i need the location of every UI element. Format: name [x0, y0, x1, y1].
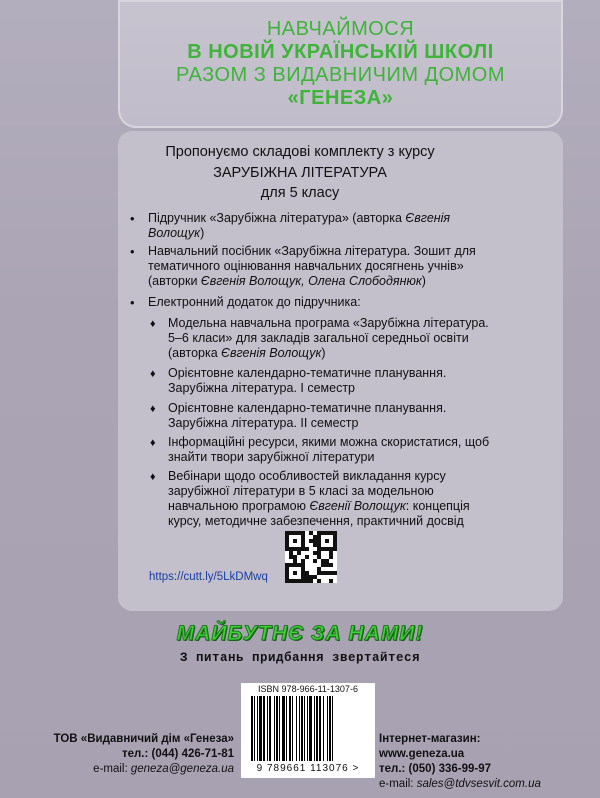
barcode-bar — [327, 696, 328, 761]
banner-line-2: В НОВІЙ УКРАЇНСЬКІЙ ШКОЛІ — [187, 41, 494, 63]
barcode-bar — [323, 696, 324, 761]
barcode-bar — [276, 696, 278, 761]
author-name: Євгенія — [405, 211, 451, 225]
barcode-bar — [304, 696, 305, 761]
bullet-icon: • — [130, 244, 135, 259]
item-text: (авторки — [148, 274, 201, 288]
barcode — [241, 683, 375, 778]
item-text: ) — [421, 274, 426, 288]
barcode-bar — [259, 696, 262, 761]
item-text: (авторка — [168, 346, 222, 360]
barcode-bar — [282, 696, 285, 761]
bullet-icon: • — [130, 211, 135, 226]
item-text: ) — [200, 226, 205, 240]
diamond-bullet-icon: ♦ — [150, 403, 156, 415]
author-names: Євгенія Волощук, Олена Слободянюк — [200, 274, 422, 288]
shop-title: Інтернет-магазин: — [379, 733, 481, 745]
intro-line-1: Пропонуємо складові комплекту з курсу — [165, 144, 435, 160]
publisher-email[interactable]: geneza@geneza.ua — [130, 763, 234, 775]
diamond-bullet-icon: ♦ — [150, 471, 156, 483]
course-title: ЗАРУБІЖНА ЛІТЕРАТУРА — [213, 165, 387, 181]
barcode-bar — [292, 696, 293, 761]
item-text: Вебінари щодо особливостей викладання курсу — [168, 469, 446, 483]
item-text: Орієнтовне календарно-тематичне планування. — [168, 401, 447, 415]
barcode-bar — [254, 696, 255, 761]
publisher-contact — [54, 732, 234, 777]
barcode-bar — [316, 696, 318, 761]
item-text: Навчальний посібник «Зарубіжна література. Зошит для — [148, 244, 476, 258]
resource-link[interactable]: https://cutt.ly/5LkDMwq — [149, 571, 268, 583]
banner-line-3: РАЗОМ З ВИДАВНИЧИМ ДОМОМ — [175, 64, 506, 86]
barcode-bar — [332, 696, 333, 761]
barcode-bars — [251, 696, 367, 761]
barcode-bar — [251, 696, 253, 761]
bullet-icon: • — [130, 295, 135, 310]
barcode-bar — [309, 696, 312, 761]
barcode-bar — [299, 696, 300, 761]
item-text: Електронний додаток до підручника: — [148, 295, 361, 309]
barcode-bar — [269, 696, 271, 761]
item-text: ) — [321, 346, 326, 360]
barcode-bar — [286, 696, 287, 761]
slogan: МАЙБУТНЄ ЗА НАМИ! — [176, 622, 424, 645]
barcode-bar — [263, 696, 265, 761]
item-text: Модельна навчальна програма «Зарубіжна література. — [168, 316, 489, 330]
item-text: зарубіжної літератури в 5 класі за модельною — [168, 484, 434, 498]
ean-digits: 9 789661 113076 > — [256, 763, 360, 774]
banner-line-4: «ГЕНЕЗА» — [287, 87, 394, 109]
item-text: курсу, методичне забезпечення, практичний досвід — [168, 514, 464, 528]
top-banner — [118, 0, 563, 128]
shop-phone: тел.: (050) 336-99-97 — [379, 763, 492, 775]
author-name: Волощук — [148, 226, 201, 240]
barcode-bar — [329, 696, 331, 761]
item-text: тематичного оцінювання навчальних досягнень учнів» — [148, 259, 464, 273]
barcode-bar — [279, 696, 280, 761]
item-text: Інформаційні ресурси, якими можна скористатися, щоб — [168, 435, 490, 449]
shop-contact — [379, 732, 541, 792]
publisher-name: ТОВ «Видавничий дім «Генеза» — [53, 733, 234, 745]
barcode-bar — [296, 696, 297, 761]
qr-code[interactable] — [285, 531, 337, 583]
diamond-bullet-icon: ♦ — [150, 318, 156, 330]
author-name: Євгенії Волощук — [309, 499, 406, 513]
item-text: Зарубіжна література. II семестр — [168, 416, 359, 430]
barcode-bar — [274, 696, 275, 761]
item-text: Підручник «Зарубіжна література» (авторка — [148, 211, 406, 225]
publisher-phone: тел.: (044) 426-71-81 — [121, 748, 234, 760]
banner-line-1: НАВЧАЙМОСЯ — [266, 18, 415, 40]
barcode-bar — [267, 696, 268, 761]
email-label: e-mail: — [379, 778, 417, 790]
item-text: Зарубіжна література. I семестр — [168, 381, 356, 395]
isbn-number: ISBN 978-966-11-1307-6 — [258, 684, 358, 694]
barcode-bar — [289, 696, 291, 761]
item-text: Орієнтовне календарно-тематичне планування. — [168, 366, 447, 380]
diamond-bullet-icon: ♦ — [150, 437, 156, 449]
barcode-bar — [319, 696, 321, 761]
diamond-bullet-icon: ♦ — [150, 368, 156, 380]
item-text: знайти твори зарубіжної літератури — [168, 450, 375, 464]
shop-email[interactable]: sales@tdvsesvit.com.ua — [416, 778, 541, 790]
grade-line: для 5 класу — [260, 185, 340, 201]
item-text: 5–6 класи» для закладів загальної середньої освіти — [168, 331, 469, 345]
item-text: : концепція — [405, 499, 470, 513]
shop-site[interactable]: www.geneza.ua — [379, 748, 465, 760]
contact-heading: З питань придбання звертайтеся — [179, 651, 421, 665]
barcode-bar — [307, 696, 308, 761]
barcode-bar — [314, 696, 315, 761]
author-name: Євгенія Волощук — [221, 346, 322, 360]
barcode-bar — [301, 696, 303, 761]
email-label: e-mail: — [93, 763, 131, 775]
barcode-bar — [257, 696, 258, 761]
item-text: навчальною програмою — [168, 499, 310, 513]
